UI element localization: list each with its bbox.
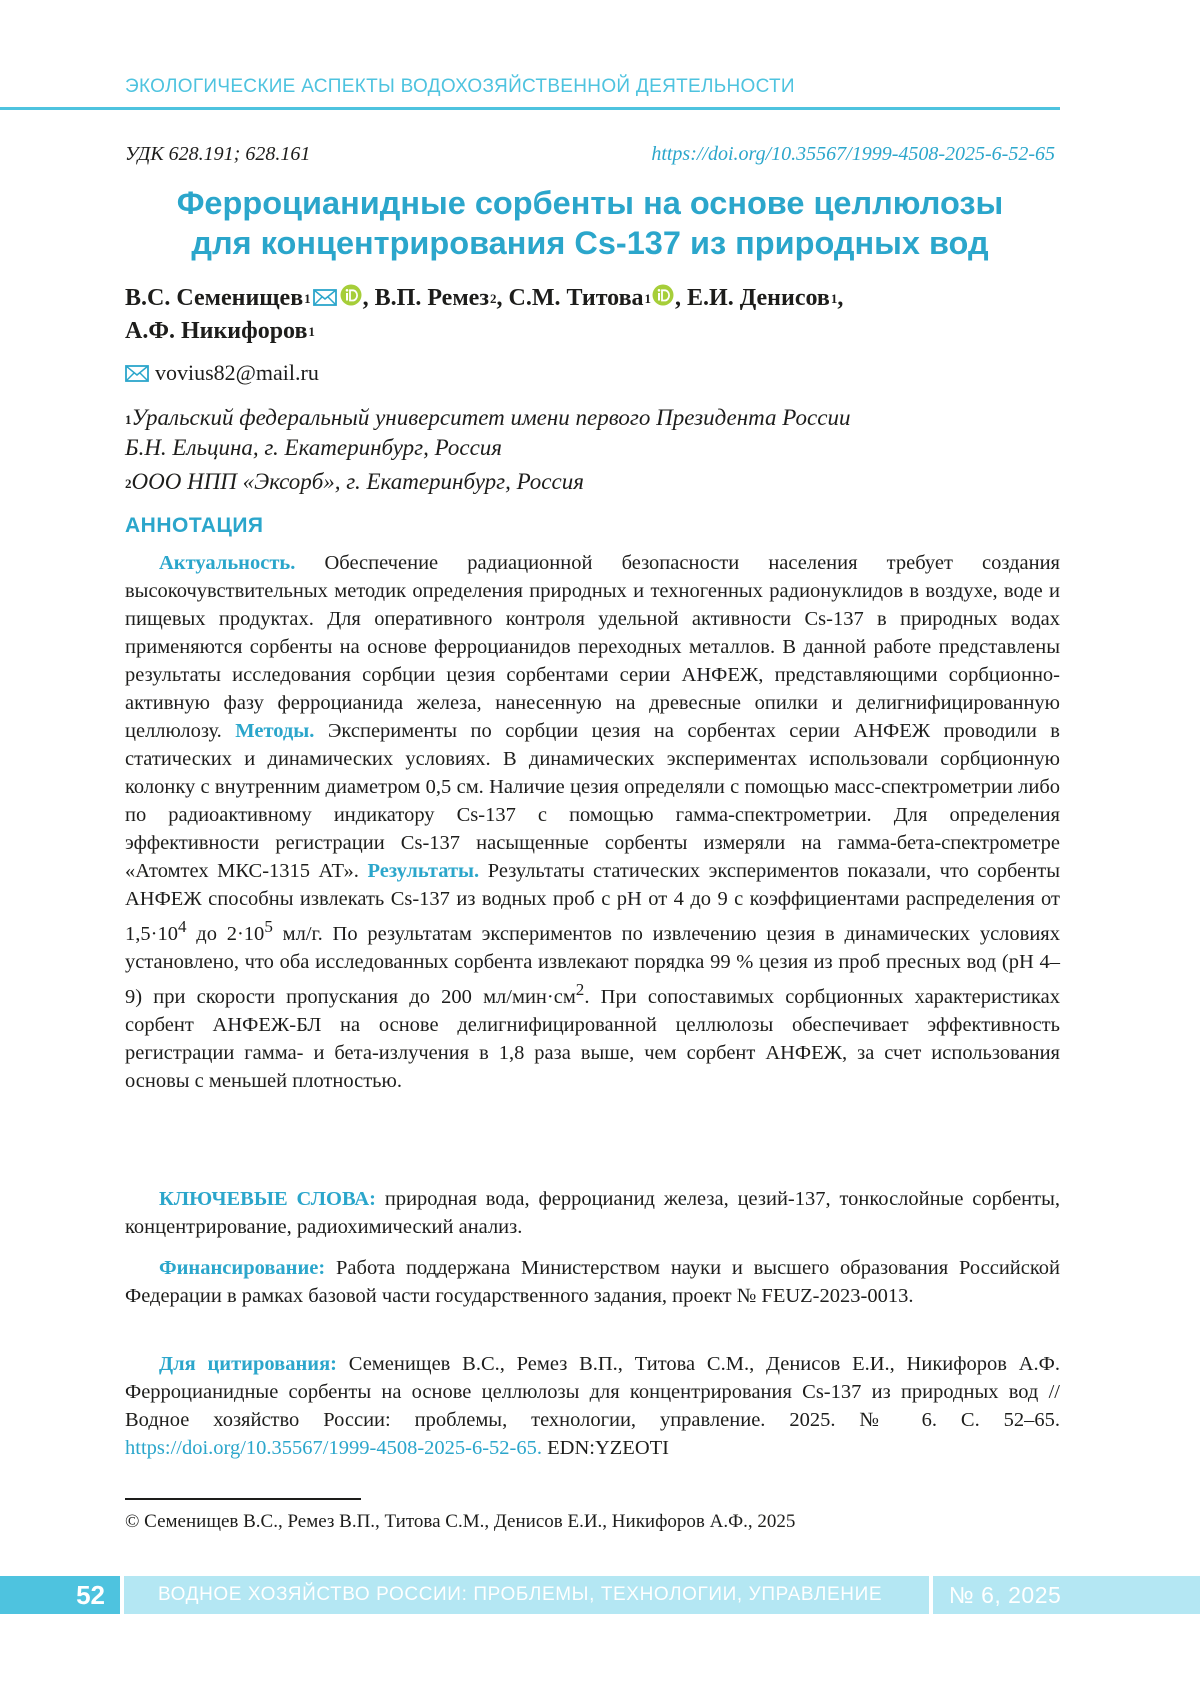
title-line-1: Ферроцианидные сорбенты на основе целлюлозы [176,185,1004,221]
footnote-rule [125,1498,361,1500]
citation: Для цитирования: Семенищев В.С., Ремез В.П., Титова С.М., Денисов Е.И., Никифоров А.Ф. Ферроцианидные сорбенты на основе целлюлозы для концентрирования Cs-137 из природных вод // Водное хозяйство России: проблемы, технологии, управление. 2025. № 6. С. 52–65. https://doi.org/10.35567/1999-4508-2025-6-52-65. EDN:YZEOTI [125,1353,1060,1459]
udk-code: УДК 628.191; 628.161 [125,143,311,165]
author-name: С.М. Титова [508,285,644,311]
issue-number: № 6, 2025 [933,1576,1200,1614]
affiliation-2: $^2$ООО НПП «Эксорб», г. Екатеринбург, Россия [125,469,584,494]
author-name: А.Ф. Никифоров [125,318,308,345]
results-label: Результаты. [367,860,480,882]
author-name: В.С. Семенищев [125,285,304,311]
doi-link[interactable]: https://doi.org/10.35567/1999-4508-2025-6-52-65 [651,143,1055,165]
title-line-2: для концентрирования Cs-137 из природных вод [191,225,989,261]
abstract-heading: АННОТАЦИЯ [125,514,264,537]
abstract-body: Актуальность. Обеспечение радиационной безопасности населения требует создания высокочувствительных методик определения природных и техногенных радионуклидов в воздухе, воде и пищевых продуктах. Для оперативного контроля удельной активности Cs-137 в природных водах применяются сорбенты на основе ферроцианидов переходных металлов. В данной работе представлены результаты исследования сорбции цезия сорбентами серии АНФЕЖ, представляющими сорбционно-активную фазу ферроцианида железа, нанесенную на древесные опилки и делигнифицированную целлюлозу. Методы. Эксперименты по сорбции цезия на сорбентах серии АНФЕЖ проводили в статических и динамических условиях. В динамических экспериментах использовали сорбционную колонку с внутренним диаметром 0,5 см. Наличие цезия определяли с помощью масс-спектрометрии либо по радиоактивному индикатору Cs-137 с помощью гамма-спектрометрии. Для определения эффективности регистрации Cs-137 насыщенные сорбенты измеряли на гамма-бета-спектрометре «Атомтех МКС-1315 АТ». Результаты. Результаты статических экспериментов показали, что сорбенты АНФЕЖ способны извлекать Cs-137 из водных проб с pH от 4 до 9 с коэффициентами распределения от $1,5\cdot 10^4$ до $2\cdot 10^5$ мл/г. По результатам экспериментов по извлечению цезия в динамических условиях установлено, что оба исследованных сорбента извлекают порядка 99 % цезия из проб пресных вод (pH 4–9) при скорости пропускания до 200 $мл/мин\cdot см^2$. При сопоставимых сорбционных характеристиках сорбент АНФЕЖ-БЛ на основе делигнифицированной целлюлозы обеспечивает эффективность регистрации гамма- и бета-излучения в 1,8 раза выше, чем сорбент АНФЕЖ, за счет использования основы с меньшей плотностью. [125,552,1061,1092]
citation-doi-link[interactable]: https://doi.org/10.35567/1999-4508-2025-6-52-65. [125,1437,543,1459]
author-name: Е.И. Денисов [687,285,830,311]
keywords-label: КЛЮЧЕВЫЕ СЛОВА: [159,1188,377,1210]
journal-section-header: ЭКОЛОГИЧЕСКИЕ АСПЕКТЫ ВОДОХОЗЯЙСТВЕННОЙ ДЕЯТЕЛЬНОСТИ [125,76,795,97]
orcid-icon[interactable] [340,283,362,315]
article-title [120,183,1060,263]
author-affiliation-mark: 1 [308,324,315,340]
keywords: КЛЮЧЕВЫЕ СЛОВА: природная вода, ферроцианид железа, цезий-137, тонкослойные сорбенты, концентрирование, радиохимический анализ. [125,1188,1060,1238]
orcid-icon[interactable] [652,283,674,315]
funding-label: Финансирование: [159,1257,326,1279]
journal-name: ВОДНОЕ ХОЗЯЙСТВО РОССИИ: ПРОБЛЕМЫ, ТЕХНОЛОГИИ, УПРАВЛЕНИЕ [124,1576,929,1614]
mail-icon [125,362,149,388]
methods-label: Методы. [235,720,315,742]
affiliation-number: 1 [125,412,132,427]
author-affiliation-mark: 2 [489,291,497,306]
corresponding-email [125,360,319,388]
author-affiliation-mark: 1 [304,291,311,306]
mail-icon[interactable] [313,283,337,315]
header-rule [0,107,1060,110]
author-affiliation-mark: 1 [830,291,838,306]
relevance-label: Актуальность. [159,552,296,574]
affiliation-number: 2 [125,476,132,491]
funding: Финансирование: Работа поддержана Министерством науки и высшего образования Российской Федерации в рамках базовой части государственного задания, проект № FEUZ-2023-0013. [125,1257,1060,1307]
author-affiliation-mark: 1 [644,291,652,306]
citation-label: Для цитирования: [159,1353,337,1375]
affiliation-1: $^1$Уральский федеральный университет имени первого Президента России Б.Н. Ельцина, г. Екатеринбург, Россия [125,405,851,460]
author-name: В.П. Ремез [374,285,489,311]
email-address[interactable]: vovius82@mail.ru [155,360,319,385]
page-number: 52 [0,1576,120,1614]
copyright-notice: © Семенищев В.С., Ремез В.П., Титова С.М., Денисов Е.И., Никифоров А.Ф., 2025 [125,1511,796,1532]
author-list: В.С. Семенищев$^1$ , В.П. Ремез$^2$, С.М. Титова$^1$ , Е.И. Денисов$^1$, А.Ф. Никифоров$^1$ [125,285,844,345]
